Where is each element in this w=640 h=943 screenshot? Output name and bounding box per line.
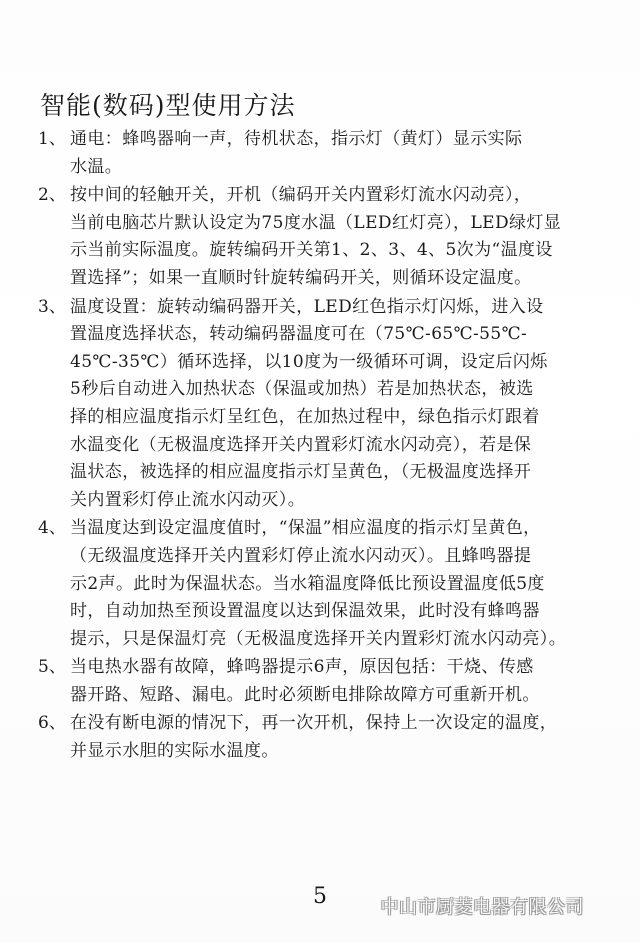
item-text-line: 温状态，被选择的相应温度指示灯呈黄色，（无极温度选择开 (70, 462, 532, 483)
item-number: 3、 (38, 296, 66, 317)
page-number: 5 (313, 884, 327, 909)
item-text-line: 当前电脑芯片默认设定为75度水温（LED红灯亮），LED绿灯显 (70, 212, 562, 233)
list-item (38, 654, 608, 709)
item-number: 5、 (38, 657, 66, 678)
list-item (38, 126, 608, 181)
page-title: 智能(数码)型使用方法 (40, 91, 296, 120)
item-text-line: 在没有断电源的情况下，再一次开机，保持上一次设定的温度， (70, 713, 558, 734)
item-text-line: 提示，只是保温灯亮（无极温度选择开关内置彩灯流水闪动亮）。 (70, 628, 567, 649)
item-text-line: 5秒后自动进入加热状态（保温或加热）若是加热状态，被选 (70, 379, 534, 400)
item-text-line: 置温度选择状态，转动编码器温度可在（75℃-65℃-55℃- (70, 324, 528, 345)
list-item (38, 710, 608, 765)
item-number: 4、 (38, 518, 66, 539)
item-text-line: 示当前实际温度。旋转编码开关第1、2、3、4、5次为“温度设 (70, 240, 553, 261)
item-text-line: 择的相应温度指示灯呈红色，在加热过程中，绿色指示灯跟着 (70, 406, 540, 427)
item-text-line: 通电：蜂鸣器响一声，待机状态，指示灯（黄灯）显示实际 (70, 129, 523, 149)
item-text-line: 温度设置：旋转动编码器开关，LED红色指示灯闪烁，进入设 (70, 296, 544, 317)
list-item (38, 515, 608, 653)
item-text-line: 水温变化（无极温度选择开关内置彩灯流水闪动亮），若是保 (70, 434, 532, 455)
item-text-line: 时，自动加热至预设置温度以达到保温效果，此时没有蜂鸣器 (70, 601, 540, 622)
item-text-line: 当温度达到设定温度值时，“保温”相应温度的指示灯呈黄色， (70, 518, 541, 539)
item-number: 2、 (38, 185, 66, 206)
item-text-line: 水温。 (70, 156, 123, 177)
item-text-line: 45℃-35℃）循环选择，以10度为一级循环可调，设定后闪烁 (70, 351, 548, 372)
company-watermark: 中山市厨菱电器有限公司 (380, 897, 584, 918)
list-item (38, 182, 608, 292)
item-text-line: 并显示水胆的实际水温度。 (70, 741, 279, 762)
item-text-line: （无级温度选择开关内置彩灯停止流水闪动灭）。且蜂鸣器提 (70, 545, 532, 566)
item-text-line: 按中间的轻触开关，开机（编码开关内置彩灯流水闪动亮）， (70, 185, 532, 206)
item-text-line: 置选择”；如果一直顺时针旋转编码开关，则循环设定温度。 (70, 267, 532, 288)
item-text-line: 示2声。此时为保温状态。当水箱温度降低比预设置温度低5度 (70, 573, 545, 594)
item-text-line: 关内置彩灯停止流水闪动灭）。 (70, 489, 306, 510)
item-number: 1、 (38, 129, 66, 149)
instruction-list (38, 126, 608, 767)
item-number: 6、 (38, 713, 66, 734)
item-text-line: 当电热水器有故障，蜂鸣器提示6声，原因包括：干烧、传感 (70, 657, 534, 678)
list-item (38, 294, 608, 515)
item-text-line: 器开路、短路、漏电。此时必须断电排除故障方可重新开机。 (70, 684, 540, 705)
